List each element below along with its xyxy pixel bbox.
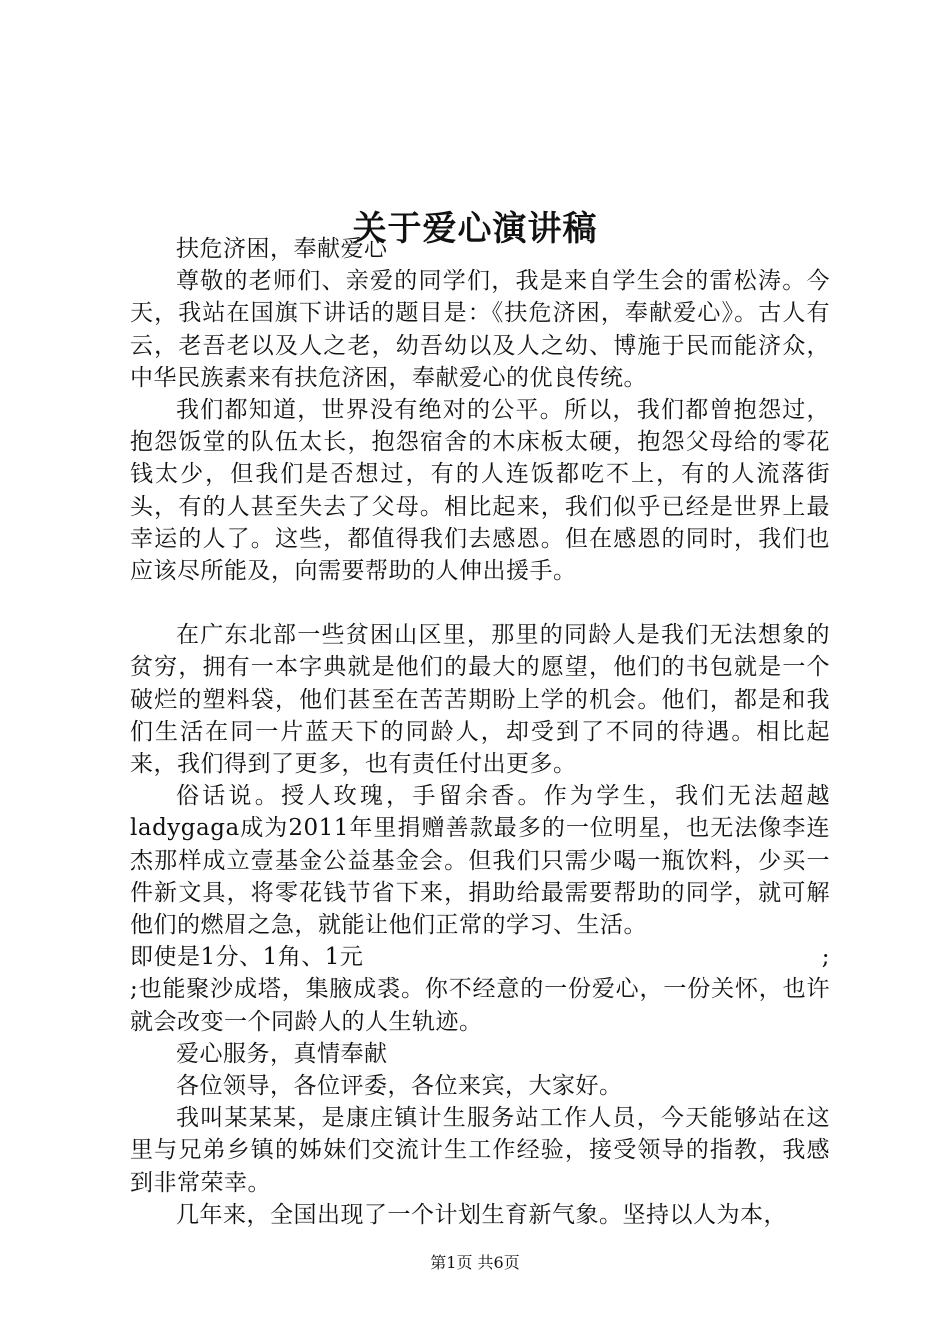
spread-char-gap <box>363 941 821 973</box>
body-paragraph: ;也能聚沙成塔，集腋成裘。你不经意的一份爱心，一份关怀，也许就会改变一个同龄人的人生轨迹。 <box>130 976 830 1035</box>
spread-char: 是 <box>177 944 201 971</box>
spread-char: 使 <box>153 944 177 971</box>
spread-char: 、 <box>301 944 325 971</box>
spread-char: 即 <box>130 944 154 971</box>
body-paragraph: 各位领导，各位评委，各位来宾，大家好。 <box>176 1073 623 1100</box>
body-paragraph: 几年来，全国出现了一个计划生育新气象。坚持以人为本， <box>176 1201 787 1228</box>
spread-char: 分 <box>215 944 240 971</box>
spread-char: 、 <box>239 944 263 971</box>
spread-char: 1 <box>200 944 216 971</box>
spread-char: 1 <box>324 944 340 971</box>
body-paragraph: 俗话说。授人玫瑰，手留余香。作为学生，我们无法超越ladygaga成为2011年里捐赠善款最多的一位明星，也无法像李连杰那样成立壹基金公益基金会。但我们只需少喝一瓶饮料，少买一件新文具，将零花钱节省下来，捐助给最需要帮助的同学，就可解他们的燃眉之急，就能让他们正常的学习、生活。 <box>130 783 830 939</box>
spread-char: 元 <box>339 944 364 971</box>
spread-char: 角 <box>277 944 302 971</box>
body-paragraph: 在广东北部一些贫困山区里，那里的同龄人是我们无法想象的贫穷，拥有一本字典就是他们的最大的愿望，他们的书包就是一个破烂的塑料袋，他们甚至在苦苦期盼上学的机会。他们，都是和我们生活在同一片蓝天下的同龄人，却受到了不同的待遇。相比起来，我们得到了更多，也有责任付出更多。 <box>130 622 830 778</box>
body-paragraph: 我们都知道，世界没有绝对的公平。所以，我们都曾抱怨过，抱怨饭堂的队伍太长，抱怨宿舍的木床板太硬，抱怨父母给的零花钱太少，但我们是否想过，有的人连饭都吃不上，有的人流落街头，有的人甚至失去了父母。相比起来，我们似乎已经是世界上最幸运的人了。这些，都值得我们去感恩。但在感恩的同时，我们也应该尽所能及，向需要帮助的人伸出援手。 <box>130 397 830 585</box>
document-body <box>130 233 830 1231</box>
body-paragraph: 尊敬的老师们、亲爱的同学们，我是来自学生会的雷松涛。今天，我站在国旗下讲话的题目是：《扶危济困，奉献爱心》。古人有云，老吾老以及人之老，幼吾幼以及人之幼、博施于民而能济众，中华民族素来有扶危济困，奉献爱心的优良传统。 <box>130 268 830 391</box>
page-title: 关于爱心演讲稿 <box>352 208 598 249</box>
subtitle-paragraph: 扶危济困，奉献爱心 <box>176 236 388 262</box>
spread-char: 1 <box>262 944 278 971</box>
body-paragraph: 我叫某某某，是康庄镇计生服务站工作人员，今天能够站在这里与兄弟乡镇的姊妹们交流计生工作经验，接受领导的指教，我感到非常荣幸。 <box>130 1105 830 1196</box>
spread-text-line <box>130 941 830 973</box>
section-heading: 爱心服务，真情奉献 <box>176 1040 388 1067</box>
spread-char: ; <box>821 944 830 971</box>
page-footer: 第1页 共6页 <box>430 1253 520 1272</box>
